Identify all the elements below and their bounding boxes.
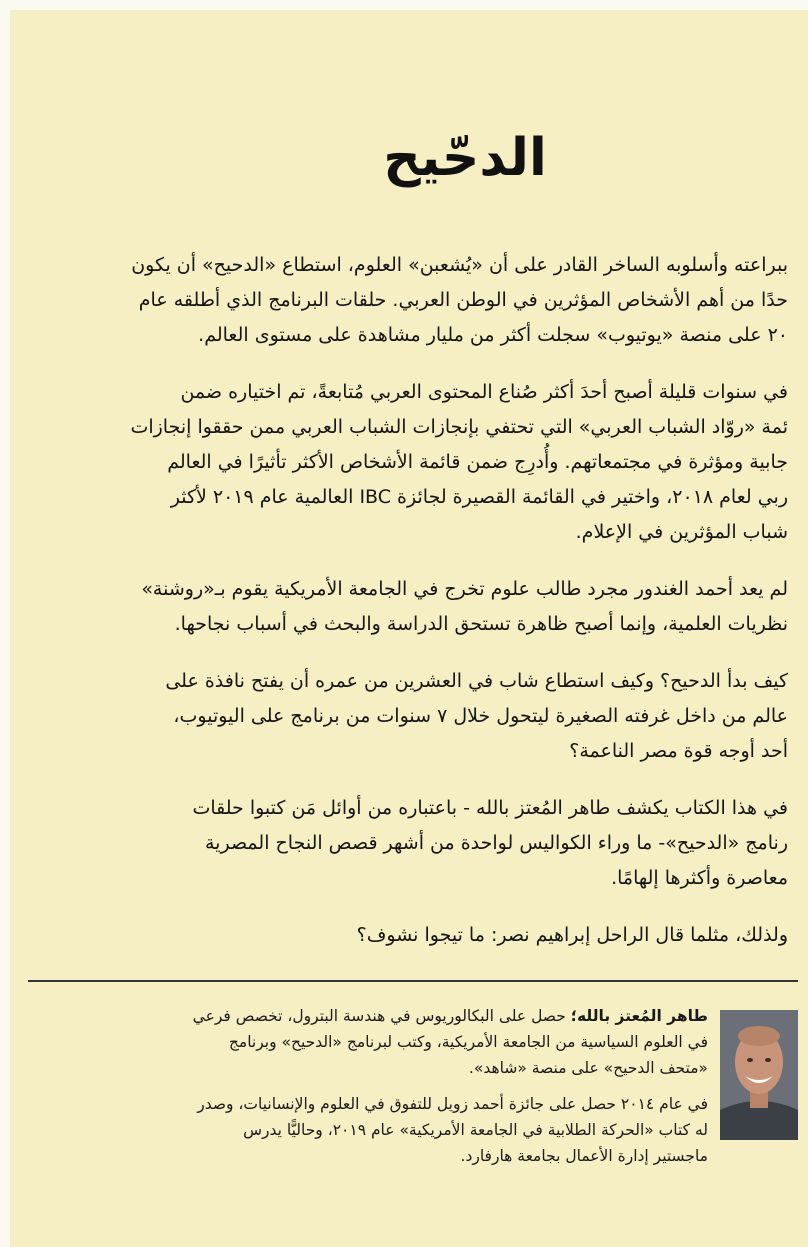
author-bio bbox=[18, 1003, 708, 1179]
author-bio-text: في عام ٢٠١٤ حصل على جائزة أحمد زويل للتفوق في العلوم والإنسانيات، وصدر bbox=[197, 1095, 708, 1113]
section-divider bbox=[28, 980, 798, 982]
blurb-line: عالم من داخل غرفته الصغيرة ليتحول خلال ٧ سنوات من برنامج على اليوتيوب، bbox=[173, 705, 788, 727]
blurb-line: حدًا من أهم الأشخاص المؤثرين في الوطن العربي. حلقات البرنامج الذي أطلقه عام bbox=[138, 289, 788, 311]
author-bio-text: في العلوم السياسية من الجامعة الأمريكية، وكتب لبرنامج «الدحيح» وبرنامج bbox=[228, 1033, 708, 1051]
author-bio-text: له كتاب «الحركة الطلابية في الجامعة الأمريكية» عام ٢٠١٩، وحاليًّا يدرس bbox=[243, 1121, 708, 1139]
author-bio-text: «متحف الدحيح» على منصة «شاهد». bbox=[468, 1059, 708, 1077]
scan-edge-top bbox=[0, 0, 808, 10]
blurb-line: شباب المؤثرين في الإعلام. bbox=[575, 521, 788, 543]
blurb-line: ولذلك، مثلما قال الراحل إبراهيم نصر: ما تيجوا نشوف؟ bbox=[356, 924, 788, 946]
blurb-body bbox=[0, 248, 788, 975]
blurb-line: في هذا الكتاب يكشف طاهر المُعتز بالله - باعتباره من أوائل مَن كتبوا حلقات bbox=[192, 797, 788, 819]
blurb-line: ئمة «روّاد الشباب العربي» التي تحتفي بإنجازات الشباب العربي ممن حققوا إنجازات bbox=[130, 416, 788, 438]
blurb-paragraph bbox=[0, 248, 788, 353]
author-name: طاهر المُعتز بالله؛ bbox=[570, 1007, 708, 1025]
blurb-line: نظريات العلمية، وإنما أصبح ظاهرة تستحق الدراسة والبحث في أسباب نجاحها. bbox=[174, 613, 788, 635]
blurb-line: في سنوات قليلة أصبح أحدَ أكثر صُناع المحتوى العربي مُتابعةً، تم اختياره ضمن bbox=[180, 381, 788, 403]
blurb-line: معاصرة وأكثرها إلهامًا. bbox=[611, 867, 788, 889]
blurb-line: ببراعته وأسلوبه الساخر القادر على أن «يُشعبن» العلوم، استطاع «الدحيح» أن يكون bbox=[131, 254, 788, 276]
author-bio-paragraph bbox=[18, 1091, 708, 1169]
author-bio-text: حصل على البكالوريوس في هندسة البترول، تخصص فرعي bbox=[192, 1007, 571, 1025]
book-title: الدحّيح bbox=[383, 128, 547, 188]
blurb-line: أحد أوجه قوة مصر الناعمة؟ bbox=[569, 740, 788, 762]
blurb-line: لم يعد أحمد الغندور مجرد طالب علوم تخرج في الجامعة الأمريكية يقوم بـ«روشنة» bbox=[141, 578, 788, 600]
blurb-paragraph bbox=[0, 664, 788, 769]
blurb-paragraph bbox=[0, 791, 788, 896]
blurb-line: ربي لعام ٢٠١٨، واختير في القائمة القصيرة لجائزة IBC العالمية عام ٢٠١٩ لأكثر bbox=[170, 486, 788, 508]
author-photo bbox=[720, 1010, 798, 1140]
author-bio-paragraph bbox=[18, 1003, 708, 1081]
blurb-line: رنامج «الدحيح»- ما وراء الكواليس لواحدة من أشهر قصص النجاح المصرية bbox=[205, 832, 788, 854]
blurb-line: ٢٠ على منصة «يوتيوب» سجلت أكثر من مليار مشاهدة على مستوى العالم. bbox=[198, 324, 788, 346]
author-bio-text: ماجستير إدارة الأعمال بجامعة هارفارد. bbox=[460, 1147, 708, 1165]
author-portrait-icon bbox=[720, 1010, 798, 1140]
blurb-paragraph bbox=[0, 918, 788, 953]
blurb-line: جابية ومؤثرة في مجتمعاتهم. وأُدرِج ضمن قائمة الأشخاص الأكثر تأثيرًا في العالم bbox=[167, 451, 788, 473]
blurb-paragraph bbox=[0, 572, 788, 642]
blurb-paragraph bbox=[0, 375, 788, 550]
blurb-line: كيف بدأ الدحيح؟ وكيف استطاع شاب في العشرين من عمره أن يفتح نافذة على bbox=[165, 670, 788, 692]
